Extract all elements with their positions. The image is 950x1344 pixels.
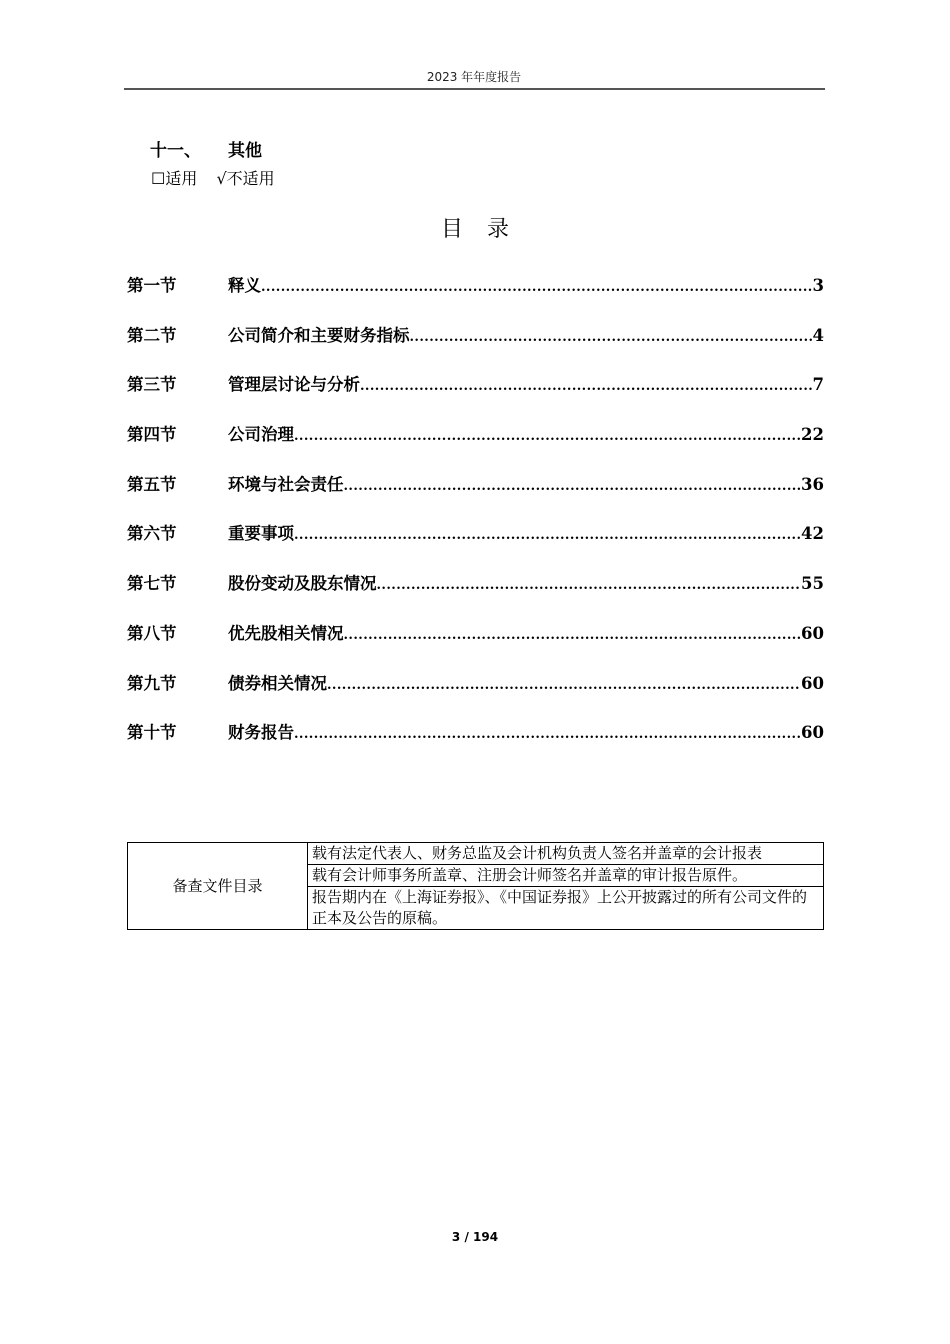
dot-leader (294, 727, 801, 742)
dot-leader (410, 330, 813, 345)
section-title: 其他 (228, 141, 262, 161)
header-rule (124, 88, 825, 90)
toc-entry[interactable]: 第八节 优先股相关情况 ..... 60 (127, 620, 824, 670)
dot-leader (327, 678, 801, 693)
dot-leader (377, 578, 802, 593)
reference-doc-item: 载有法定代表人、财务总监及会计机构负责人签名并盖章的会计报表 (308, 843, 824, 865)
toc-title: 目 录 (440, 217, 510, 242)
dot-leader (294, 429, 801, 444)
section-eleven-heading (150, 136, 262, 161)
toc-entry[interactable]: 第四节 公司治理 ..... 22 (127, 421, 824, 471)
reference-docs-label: 备查文件目录 (128, 843, 308, 930)
dot-leader (360, 379, 813, 394)
option-applicable: ☐适用 (151, 169, 198, 188)
page-number: 3 / 194 (451, 1230, 499, 1244)
toc-entry[interactable]: 第六节 重要事项 ..... 42 (127, 520, 824, 570)
checkmark-icon: √ (216, 169, 227, 188)
dot-leader (344, 479, 802, 494)
table-of-contents (127, 272, 824, 769)
reference-doc-item: 载有会计师事务所盖章、注册会计师签名并盖章的审计报告原件。 (308, 865, 824, 887)
page-header: 2023 年年度报告 (426, 70, 522, 84)
toc-entry[interactable]: 第一节 释义 ..... 3 (127, 272, 824, 322)
toc-entry[interactable]: 第九节 债券相关情况 ..... 60 (127, 670, 824, 720)
reference-documents-table (127, 842, 824, 930)
toc-entry[interactable]: 第二节 公司简介和主要财务指标 ..... 4 (127, 322, 824, 372)
applicability-options (151, 166, 289, 189)
toc-entry[interactable]: 第十节 财务报告 ..... 60 (127, 719, 824, 769)
dot-leader (294, 528, 801, 543)
reference-doc-item: 报告期内在《上海证券报》、《中国证券报》上公开披露过的所有公司文件的正本及公告的原稿。 (308, 887, 824, 930)
toc-entry[interactable]: 第三节 管理层讨论与分析 ..... 7 (127, 371, 824, 421)
dot-leader (261, 280, 813, 295)
dot-leader (344, 628, 802, 643)
checkbox-empty-icon: ☐ (151, 169, 166, 188)
section-number: 十一、 (150, 141, 201, 161)
toc-entry[interactable]: 第五节 环境与社会责任 ..... 36 (127, 471, 824, 521)
toc-entry[interactable]: 第七节 股份变动及股东情况 ..... 55 (127, 570, 824, 620)
option-not-applicable: √不适用 (216, 169, 275, 188)
